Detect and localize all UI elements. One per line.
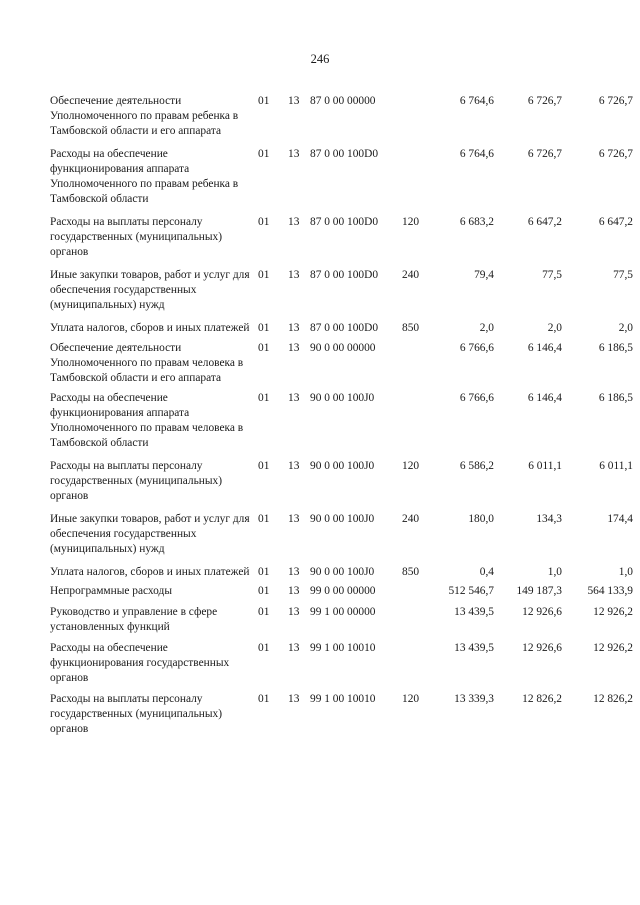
subsection-code: 13 [288,513,300,525]
expense-name: Уплата налогов, сборов и иных платежей [50,566,250,578]
chapter-code: 01 [258,269,270,281]
amount-year-1: 13 339,3 [454,693,494,705]
table-row [50,565,633,580]
chapter-code: 01 [258,513,270,525]
subsection-code: 13 [288,642,300,654]
expense-type-code: 240 [402,513,420,525]
amount-year-3: 77,5 [613,269,633,281]
amount-year-3: 6 647,2 [598,216,633,228]
subsection-code: 13 [288,269,300,281]
subsection-code: 13 [288,460,300,472]
table-row [50,341,633,386]
subsection-code: 13 [288,392,300,404]
chapter-code: 01 [258,342,270,354]
amount-year-2: 6 146,4 [527,392,562,404]
table-row [50,215,633,260]
subsection-code: 13 [288,322,300,334]
target-article-code: 99 0 00 00000 [310,585,376,597]
amount-year-1: 6 764,6 [459,95,494,107]
expense-type-code: 240 [402,269,420,281]
amount-year-2: 149 187,3 [516,585,562,597]
expense-name: Непрограммные расходы [50,585,172,597]
amount-year-3: 12 826,2 [593,693,633,705]
expense-name: Руководство и управление в сфере установленных функций [50,606,218,633]
table-row [50,94,633,139]
chapter-code: 01 [258,392,270,404]
expense-name: Обеспечение деятельности Уполномоченного по правам человека в Тамбовской области и его аппарата [50,342,244,384]
target-article-code: 99 1 00 10010 [310,642,376,654]
target-article-code: 87 0 00 00000 [310,95,376,107]
expense-type-code: 850 [402,322,420,334]
amount-year-3: 6 011,1 [599,460,633,472]
target-article-code: 90 0 00 100J0 [310,460,375,472]
expense-type-code: 120 [402,216,420,228]
chapter-code: 01 [258,606,270,618]
table-row [50,605,633,635]
amount-year-2: 77,5 [542,269,562,281]
target-article-code: 87 0 00 100D0 [310,269,379,281]
amount-year-2: 6 146,4 [527,342,562,354]
page-number: 246 [310,52,330,66]
target-article-code: 99 1 00 00000 [310,606,376,618]
subsection-code: 13 [288,693,300,705]
chapter-code: 01 [258,148,270,160]
amount-year-2: 12 826,2 [522,693,562,705]
target-article-code: 87 0 00 100D0 [310,148,379,160]
expense-type-code: 120 [402,460,420,472]
chapter-code: 01 [258,460,270,472]
expense-name: Уплата налогов, сборов и иных платежей [50,322,250,334]
amount-year-3: 6 726,7 [598,148,633,160]
amount-year-1: 13 439,5 [454,606,494,618]
amount-year-3: 6 726,7 [598,95,633,107]
table-row [50,512,633,557]
expense-name: Иные закупки товаров, работ и услуг для обеспечения государственных (муниципальных) нужд [50,269,250,311]
table-row [50,391,633,451]
chapter-code: 01 [258,693,270,705]
budget-table [50,88,633,737]
expense-name: Расходы на выплаты персоналу государственных (муниципальных) органов [50,460,223,502]
expense-name: Расходы на выплаты персоналу государственных (муниципальных) органов [50,216,223,258]
amount-year-2: 6 726,7 [527,95,562,107]
amount-year-1: 2,0 [479,322,494,334]
expense-name: Расходы на обеспечение функционирования государственных органов [50,642,230,684]
table-row [50,268,633,313]
target-article-code: 87 0 00 100D0 [310,216,379,228]
table-row [50,641,633,686]
amount-year-3: 6 186,5 [598,392,633,404]
expense-name: Обеспечение деятельности Уполномоченного по правам ребенка в Тамбовской области и его аппарата [50,95,239,137]
amount-year-1: 6 683,2 [459,216,494,228]
amount-year-2: 134,3 [536,513,562,525]
chapter-code: 01 [258,322,270,334]
amount-year-2: 6 647,2 [527,216,562,228]
subsection-code: 13 [288,585,300,597]
amount-year-1: 0,4 [479,566,494,578]
chapter-code: 01 [258,216,270,228]
amount-year-2: 1,0 [547,566,562,578]
chapter-code: 01 [258,95,270,107]
expense-name: Расходы на обеспечение функционирования аппарата Уполномоченного по правам ребенка в Тамбовской области [50,148,239,205]
subsection-code: 13 [288,606,300,618]
amount-year-1: 6 766,6 [459,342,494,354]
table-row [50,147,633,207]
expense-name: Иные закупки товаров, работ и услуг для обеспечения государственных (муниципальных) нужд [50,513,250,555]
amount-year-1: 6 764,6 [459,148,494,160]
amount-year-2: 12 926,6 [522,606,562,618]
subsection-code: 13 [288,148,300,160]
table-row [50,584,633,599]
amount-year-3: 12 926,2 [593,642,633,654]
subsection-code: 13 [288,95,300,107]
expense-type-code: 120 [402,693,420,705]
chapter-code: 01 [258,585,270,597]
target-article-code: 90 0 00 100J0 [310,566,375,578]
subsection-code: 13 [288,566,300,578]
subsection-code: 13 [288,216,300,228]
target-article-code: 90 0 00 100J0 [310,513,375,525]
amount-year-3: 1,0 [618,566,633,578]
amount-year-2: 6 726,7 [527,148,562,160]
amount-year-3: 174,4 [607,513,633,525]
amount-year-3: 2,0 [618,322,633,334]
amount-year-1: 512 546,7 [448,585,494,597]
subsection-code: 13 [288,342,300,354]
amount-year-1: 79,4 [474,269,494,281]
amount-year-1: 180,0 [468,513,494,525]
expense-name: Расходы на выплаты персоналу государственных (муниципальных) органов [50,693,223,735]
amount-year-1: 13 439,5 [454,642,494,654]
table-row [50,321,633,336]
amount-year-3: 564 133,9 [587,585,633,597]
target-article-code: 90 0 00 100J0 [310,392,375,404]
expense-type-code: 850 [402,566,420,578]
target-article-code: 87 0 00 100D0 [310,322,379,334]
amount-year-2: 12 926,6 [522,642,562,654]
table-row [50,459,633,504]
table-row [50,692,633,737]
target-article-code: 90 0 00 00000 [310,342,376,354]
chapter-code: 01 [258,642,270,654]
expense-name: Расходы на обеспечение функционирования аппарата Уполномоченного по правам человека в Тамбовской области [50,392,244,449]
target-article-code: 99 1 00 10010 [310,693,376,705]
amount-year-3: 6 186,5 [598,342,633,354]
amount-year-1: 6 766,6 [459,392,494,404]
amount-year-2: 2,0 [547,322,562,334]
amount-year-3: 12 926,2 [593,606,633,618]
amount-year-2: 6 011,1 [528,460,562,472]
amount-year-1: 6 586,2 [459,460,494,472]
chapter-code: 01 [258,566,270,578]
